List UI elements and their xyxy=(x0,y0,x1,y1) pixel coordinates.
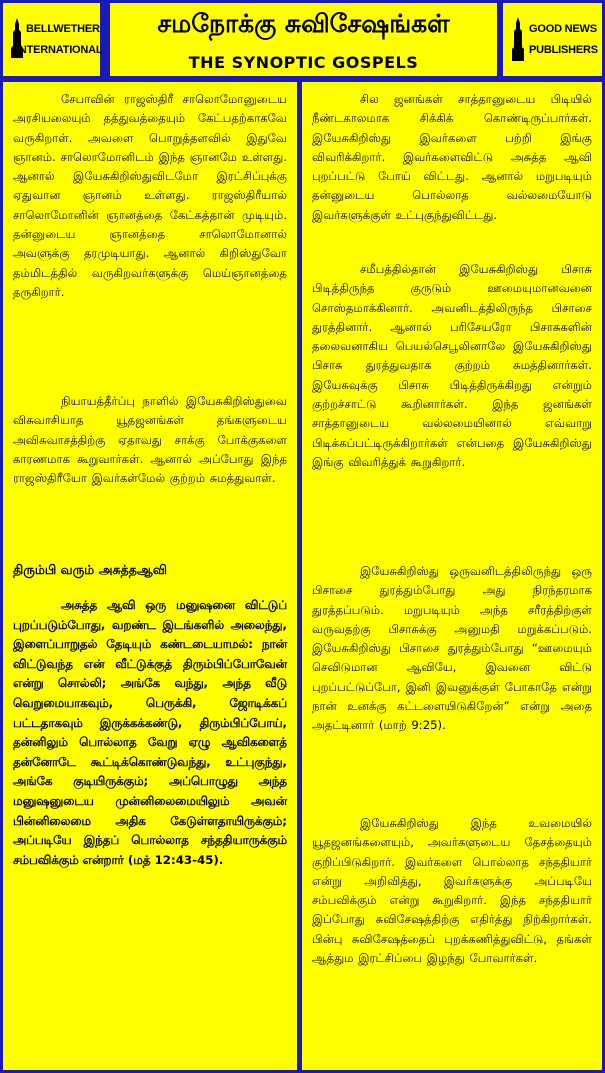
left-paragraph-1: சேபாவின் ராஜஸ்திரீ சாலொமோனுடைய அரசியலையும் தத்துவத்தையும் கேட்பதற்காகவே வருகிறாள். அவளை பொறுத்தளவில் இதுவே ஞானம். சாலொமோனிடம் இந்த ஞானமே உள்ளது. ஆனால் இயேசுகிறிஸ்துவிடமோ இரட்சிப்புக்கு ஏதுவான ஞானம் உள்ளது. ராஜஸ்திரீயால் சாலொமோனின் ஞானத்தை கேட்கத்தான் முடியும். தன்னுடைய ஞானத்தை சாலொமோனால் அவளுக்கு தரமுடியாது. ஆனால் கிறிஸ்துவோ தம்மிடத்தில் வருகிறவர்களுக்கு மெய்ஞானத்தை தருகிறார். xyxy=(13,92,287,299)
right-column xyxy=(302,82,602,1070)
good-news-line1: GOOD NEWS xyxy=(529,23,597,35)
scripture-passage: அசுத்த ஆவி ஒரு மனுஷனை விட்டுப் புறப்படும்போது, வறண்ட இடங்களில் அலைந்து, இளைப்பாறுதல் தேடியும் கண்டடையாமல்: நான் விட்டுவந்த என் வீட்டுக்குத் திரும்பிப்போவேன் என்று சொல்லி; அங்கே வந்து, அந்த வீடு வெறுமையாகவும், பெருக்கி, ஜோடிக்கப் பட்டதாகவும் இருக்கக்கண்டு, திரும்பிப்போய், தன்னிலும் பொல்லாத வேறு ஏழு ஆவிகளைத் தன்னோடே கூட்டிக்கொண்டுவந்து, உட்புகுந்து, அங்கே குடியிருக்கும்; அப்பொழுது அந்த மனுஷனுடைய முன்னிலைமையிலும் அவன் பின்னிலைமை அதிக கேடுள்ளதாயிருக்கும்; அப்படியே இந்தப் பொல்லாத சந்ததியாருக்கும் சம்பவிக்கும் என்றார் (மத் 12:43-45). xyxy=(13,598,287,867)
header-right-panel xyxy=(503,3,602,76)
bellwether-line1: BELLWETHER xyxy=(26,23,100,35)
left-column xyxy=(3,82,297,1070)
good-news-tower-icon xyxy=(511,17,525,61)
bellwether-line2: INTERNATIONAL xyxy=(16,44,103,56)
right-paragraph-2: சமீபத்தில்தான் இயேசுகிறிஸ்து பிசாசு பிடித்திருந்த குருடும் ஊமையுமானவனை சொஸ்தமாக்கினார். அவனிடத்திலிருந்த பிசாசை துரத்தினார். ஆனால் பரிசேயரோ பிசாசுகளின் தலைவனாகிய பெயல்செபூலினாலே இயேசுகிறிஸ்து பிசாசு துரத்துவதாக குற்றம் சுமத்தினார்கள். இயேசுவுக்கு பிசாசு பிடித்திருக்கிறது என்றும் குற்றச்சாட்டு கூறினார்கள். இந்த ஜனங்கள் சாத்தானுடைய வல்லமையினால் எவ்வாறு பிடிக்கப்பட்டிருக்கிறார்கள் என்பதை இயேசுகிறிஸ்து இங்கு விவரித்துக் கூறுகிறார். xyxy=(312,262,592,469)
section-heading: திரும்பி வரும் அசுத்தஆவி xyxy=(13,562,167,577)
title-tamil: சமநோக்கு சுவிசேஷங்கள் xyxy=(157,9,450,38)
header-left-panel xyxy=(3,3,103,76)
bellwether-logo xyxy=(3,3,103,76)
good-news-line2: PUBLISHERS xyxy=(529,44,598,56)
left-paragraph-2: நியாயத்தீர்ப்பு நாளில் இயேசுகிறிஸ்துவை விசுவாசியாத யூதஜனங்கள் தங்களுடைய அவிசுவாசத்திற்கு ஏதாவது சாக்கு போக்குகளை காரணமாக கூறுவார்கள். ஆனால் அப்போது இந்த ராஜஸ்திரீயோ இவர்கள்மேல் குற்றம் சுமத்துவாள். xyxy=(13,394,287,486)
good-news-logo xyxy=(503,3,602,76)
title-english: THE SYNOPTIC GOSPELS xyxy=(188,53,419,72)
right-paragraph-4: இயேசுகிறிஸ்து இந்த உவமையில் யூதஜனங்களையும், அவர்களுடைய தேசத்தையும் குறிப்பிடுகிறார். இவர்களை பொல்லாத சந்ததியார் என்று அறிவித்து, இவர்களுக்கு அப்படியே சம்பவிக்கும் என்று கூறுகிறார். இந்த சந்ததியார் இப்போது சுவிசேஷத்திற்கு எதிர்த்து நிற்கிறார்கள். பின்பு சுவிசேஷத்தைப் புறக்கணித்துவிட்டு, தங்கள் ஆத்தும இரட்சிப்பை இழந்து போவார்கள். xyxy=(312,816,592,966)
title-panel xyxy=(110,3,497,76)
right-paragraph-3: இயேசுகிறிஸ்து ஒருவனிடத்திலிருந்து ஒரு பிசாசை துரத்தும்போது அது நிரந்தரமாக துரத்தப்படும். மறுபடியும் அந்த சரீரத்திற்குள் வருவதற்கு பிசாசுக்கு அனுமதி மறுக்கப்படும். இயேசுகிறிஸ்து பிசாசை துரத்தும்போது “ஊமையும் செவிடுமான ஆவியே, இவனை விட்டு புறப்பட்டுப்போ, இனி இவனுக்குள் போகாதே என்று நான் உனக்கு கட்டளையிடுகிறேன்” என்று அதை அதட்டினார் (மாற் 9:25). xyxy=(312,564,592,733)
right-paragraph-1: சில ஜனங்கள் சாத்தானுடைய பிடியில் நீண்டகாலமாக சிக்கிக் கொண்டிருப்பார்கள். இயேசுகிறிஸ்து இவர்களை பற்றி இங்கு விவரிக்கிறார். இவர்களைவிட்டு அசுத்த ஆவி புறப்பட்டு போய் விட்டது. ஆனால் மறுபடியும் தன்னுடைய பொல்லாத வல்லமையோடு இவர்களுக்குள் உட்புகுந்துவிட்டது. xyxy=(312,92,592,222)
